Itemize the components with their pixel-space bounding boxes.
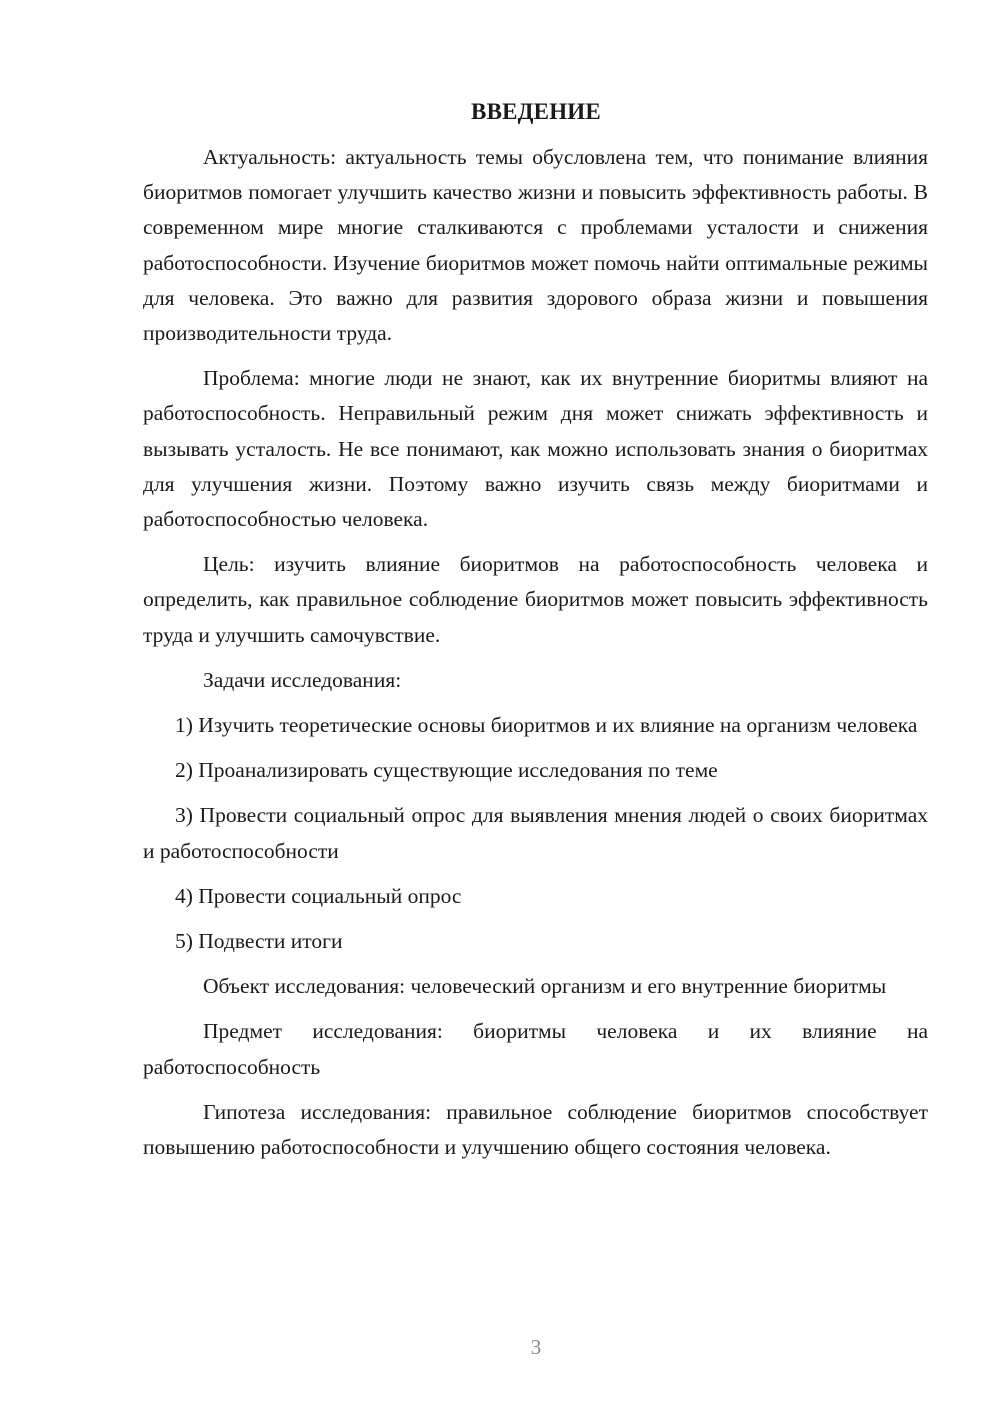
document-body [143, 140, 928, 1175]
paragraph-goal: Цель: изучить влияние биоритмов на работоспособность человека и определить, как правильное соблюдение биоритмов может повысить эффективность труда и улучшить самочувствие. [143, 552, 928, 647]
paragraph-relevance: Актуальность: актуальность темы обусловлена тем, что понимание влияния биоритмов помогает улучшить качество жизни и повысить эффективность работы. В современном мире многие сталкиваются с проблемами усталости и снижения работоспособности. Изучение биоритмов может помочь найти оптимальные режимы для человека. Это важно для развития здорового образа жизни и повышения производительности труда. [143, 145, 928, 346]
tasks-heading: Задачи исследования: [203, 667, 402, 692]
page-number: 3 [530, 1335, 542, 1359]
task-item-5: 5) Подвести итоги [175, 929, 343, 954]
paragraph-hypothesis: Гипотеза исследования: правильное соблюдение биоритмов способствует повышению работоспособности и улучшению общего состояния человека. [143, 1099, 928, 1160]
page-title: ВВЕДЕНИЕ [471, 99, 601, 124]
paragraph-subject: Предмет исследования: биоритмы человека и их влияние на работоспособность [143, 1019, 928, 1079]
paragraph-problem: Проблема: многие люди не знают, как их внутренние биоритмы влияют на работоспособность. Неправильный режим дня может снижать эффективность и вызывать усталость. Не все понимают, как можно использовать знания о биоритмах для улучшения жизни. Поэтому важно изучить связь между биоритмами и работоспособностью человека. [143, 366, 928, 532]
task-item-3: 3) Провести социальный опрос для выявления мнения людей о своих биоритмах и работоспособности [143, 803, 928, 863]
task-item-4: 4) Провести социальный опрос [175, 883, 462, 908]
task-item-1: 1) Изучить теоретические основы биоритмов и их влияние на организм человека [175, 713, 918, 738]
paragraph-object: Объект исследования: человеческий организм и его внутренние биоритмы [203, 974, 887, 999]
task-item-2: 2) Проанализировать существующие исследования по теме [175, 758, 718, 783]
